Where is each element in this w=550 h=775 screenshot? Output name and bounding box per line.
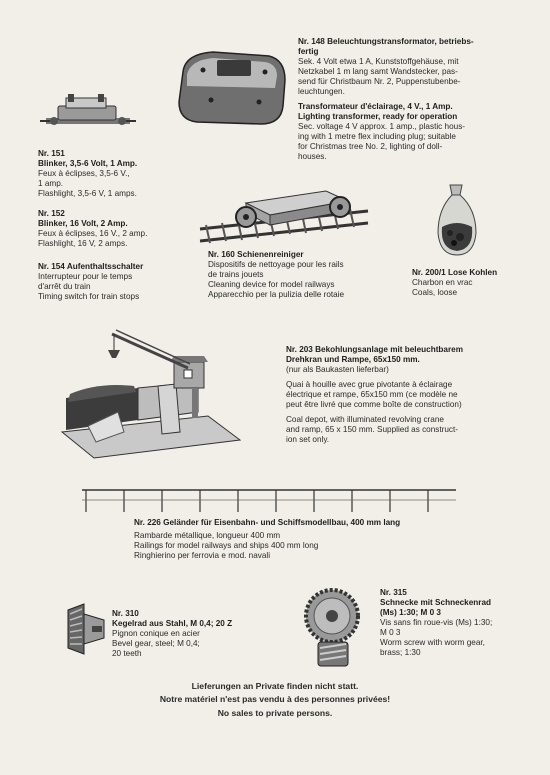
product-160: Nr. 160 Schienenreiniger Dispositifs de nettoyage pour les rails de trains jouets Cleaning device for model railways Apparecchio per la pulizia delle rotaie: [208, 250, 393, 300]
product-200-1-title: Nr. 200/1 Lose Kohlen: [412, 268, 498, 277]
product-203-subtitle: (nur als Baukasten lieferbar): [286, 365, 389, 374]
product-226: Nr. 226 Geländer für Eisenbahn- und Schiffsmodellbau, 400 mm lang Rambarde métallique, longueur 400 mm Railings for model railways and ships 400 mm long Ringhierino per ferrovia e mod. navali: [134, 518, 474, 561]
sales-notice: Lieferungen an Private finden nicht statt. Notre matériel n'est pas vendu à des personnes privées! No sales to private persons.: [159, 681, 391, 718]
product-148-de: Sek. 4 Volt etwa 1 A, Kunststoffgehäuse, mit Netzkabel 1 m lang samt Wandstecker, pas- send für Christbaum Nr. 2, Puppenstubenbe- leuchtungen.: [298, 57, 461, 96]
product-203: [286, 345, 522, 445]
product-152: Nr. 152 Blinker, 16 Volt, 2 Amp. Feux à éclipses, 16 V., 2 amp. Flashlight, 16 V, 2 amps.: [38, 209, 198, 249]
railing-image: [80, 482, 458, 514]
product-154: Nr. 154 Aufenthaltsschalter Interrupteur pour le temps d'arrêt du train Timing switch for train stops: [38, 262, 198, 302]
coal-depot-image: [58, 328, 244, 460]
blinker-image: [38, 92, 138, 138]
product-203-fr: Quai à houille avec grue pivotante à éclairage électrique et rampe, 65x150 mm (ce modèle ne peut être livré que comme boîte de construction): [286, 380, 462, 409]
product-151-title: Blinker, 3,5-6 Volt, 1 Amp.: [38, 159, 138, 168]
product-310-title: Kegelrad aus Stahl, M 0,4; 20 Z: [112, 619, 233, 628]
product-310: Nr. 310 Kegelrad aus Stahl, M 0,4; 20 Z Pignon conique en acier Bevel gear, steel; M 0,4; 20 teeth: [112, 609, 282, 659]
product-315: Nr. 315 Schnecke mit Schneckenrad (Ms) 1:30; M 0 3 Vis sans fin roue-vis (Ms) 1:30; M 0 3 Worm screw with worm gear, brass; 1:30: [380, 588, 530, 658]
bevel-gear-image: [62, 600, 108, 658]
product-226-title: Nr. 226 Geländer für Eisenbahn- und Schiffsmodellbau, 400 mm lang: [134, 518, 401, 527]
product-310-label: Nr. 310: [112, 609, 139, 618]
product-148-en: Sec. voltage 4 V approx. 1 amp., plastic hous- ing with 1 metre flex including plug; suitable for Christmas tree No. 2, lighting of doll- houses.: [298, 122, 466, 161]
product-148-title: Nr. 148 Beleuchtungstransformator, betriebs- fertig: [298, 37, 474, 56]
product-203-en: Coal depot, with illuminated revolving crane and ramp, 65 x 150 mm. Supplied as construct- ion set only.: [286, 415, 459, 444]
product-160-title: Nr. 160 Schienenreiniger: [208, 250, 304, 259]
product-151-label: Nr. 151: [38, 149, 65, 158]
product-200-1: Nr. 200/1 Lose Kohlen Charbon en vrac Coals, loose: [412, 268, 532, 298]
transformer-image: [173, 42, 289, 130]
product-152-label: Nr. 152: [38, 209, 65, 218]
product-151: Nr. 151 Blinker, 3,5-6 Volt, 1 Amp. Feux à éclipses, 3,5-6 V., 1 amp. Flashlight, 3,5-6 V, 1 amps.: [38, 149, 198, 199]
product-154-title: Nr. 154 Aufenthaltsschalter: [38, 262, 144, 271]
product-148: [298, 37, 518, 162]
product-203-title: Nr. 203 Bekohlungsanlage mit beleuchtbarem Drehkran und Rampe, 65x150 mm.: [286, 345, 463, 364]
track-cleaner-image: [196, 183, 372, 247]
product-148-fr-title: Transformateur d'éclairage, 4 V., 1 Amp. Lighting transformer, ready for operation: [298, 102, 458, 121]
product-315-title: Nr. 315 Schnecke mit Schneckenrad (Ms) 1:30; M 0 3: [380, 588, 492, 617]
worm-gear-image: [302, 588, 364, 670]
product-152-title: Blinker, 16 Volt, 2 Amp.: [38, 219, 128, 228]
coal-bag-image: [432, 183, 482, 259]
